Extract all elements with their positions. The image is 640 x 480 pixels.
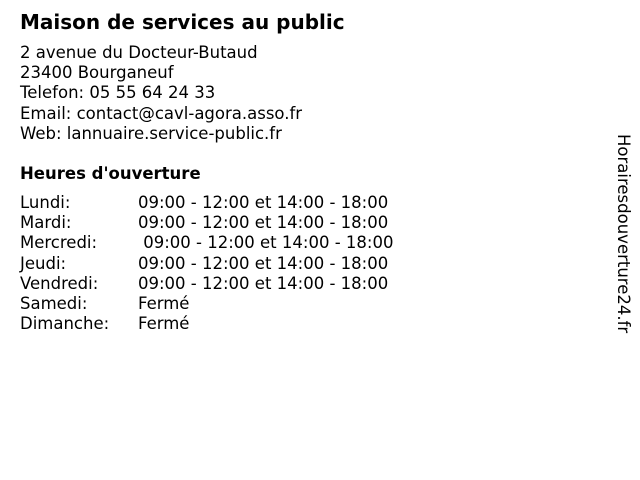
time-range: Fermé [138,314,190,334]
day-label: Dimanche: [20,314,110,334]
site-watermark: Horairesdouverture24.fr [614,134,633,334]
city-address: 23400 Bourganeuf [20,63,174,83]
street-address: 2 avenue du Docteur-Butaud [20,43,258,62]
page-title: Maison de services au public [20,10,345,34]
time-range: 09:00 - 12:00 et 14:00 - 18:00 [138,253,389,273]
day-label: Jeudi: [20,253,67,273]
time-range: 09:00 - 12:00 et 14:00 - 18:00 [138,273,389,293]
time-range: 09:00 - 12:00 et 14:00 - 18:00 [138,233,394,253]
time-range: Fermé [138,293,190,313]
phone-line: Telefon: 05 55 64 24 33 [20,83,216,103]
email-line: Email: contact@cavl-agora.asso.fr [20,103,303,123]
web-line: Web: lannuaire.service-public.fr [20,123,282,143]
day-label: Samedi: [20,293,88,313]
day-label: Vendredi: [20,273,99,293]
time-range: 09:00 - 12:00 et 14:00 - 18:00 [138,213,389,233]
day-label: Lundi: [20,193,71,212]
day-label: Mardi: [20,213,72,233]
contact-info [20,43,302,144]
hours-heading: Heures d'ouverture [20,164,201,183]
day-label: Mercredi: [20,233,98,253]
time-range: 09:00 - 12:00 et 14:00 - 18:00 [138,193,389,212]
